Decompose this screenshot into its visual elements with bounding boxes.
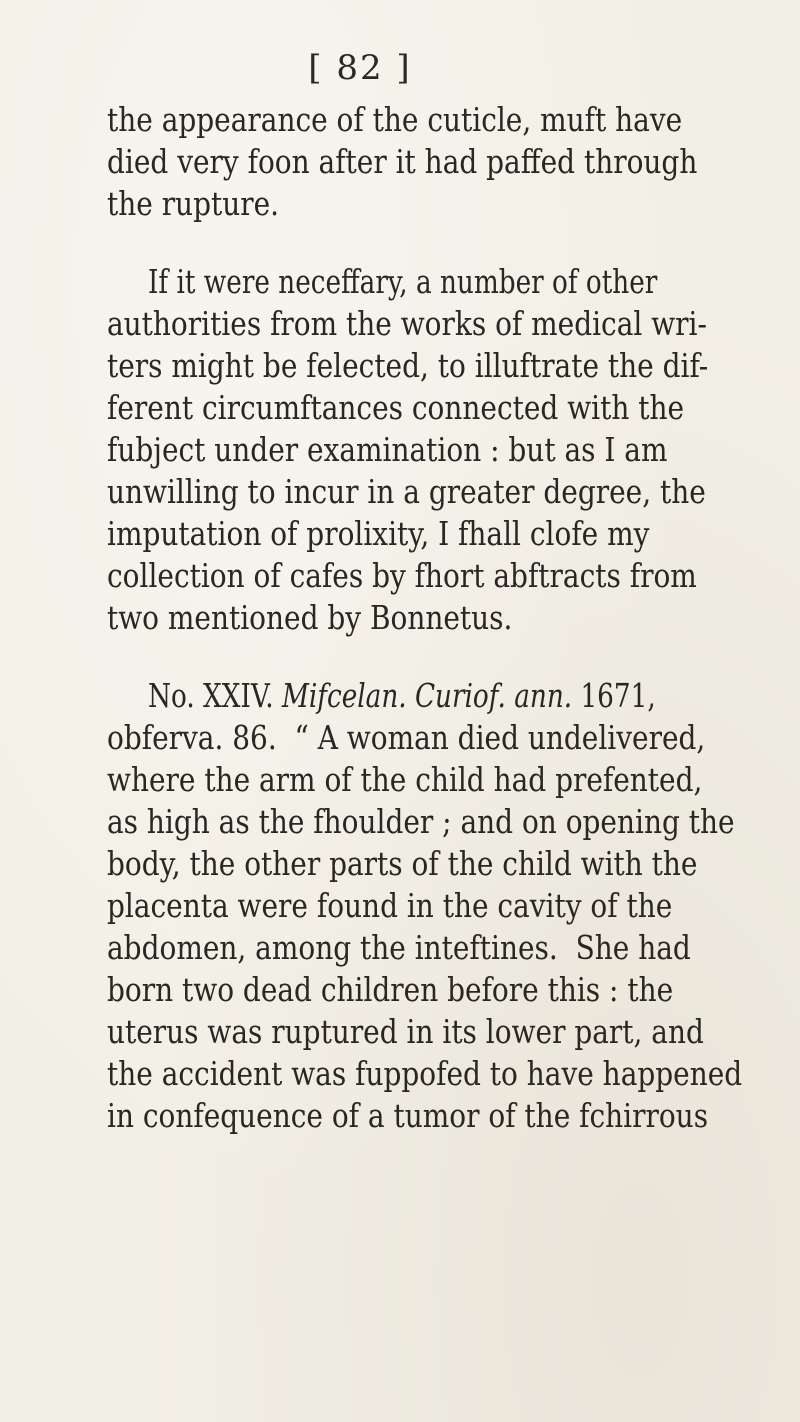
text-line: unwilling to incur in a greater degree, the <box>107 472 706 511</box>
text-line: ferent circumftances connected with the <box>107 388 685 427</box>
text-line: imputation of prolixity, I fhall clofe my <box>107 514 650 553</box>
text-line: where the arm of the child had prefented, <box>107 760 703 799</box>
text-line: ters might be felected, to illuftrate the dif- <box>107 346 709 385</box>
text-line: authorities from the works of medical wri- <box>107 304 707 343</box>
text-line: the appearance of the cuticle, muft have <box>107 100 683 139</box>
entry-year: 1671, <box>572 676 656 715</box>
text-line: in confequence of a tumor of the fchirrous <box>107 1096 709 1135</box>
text-line: collection of cafes by fhort abftracts from <box>107 556 697 595</box>
text-line: born two dead children before this : the <box>107 970 674 1009</box>
entry-label: No. XXIV. <box>148 676 274 715</box>
entry-source: Mifcelan. Curiof. ann. <box>281 676 573 715</box>
text-line: uterus was ruptured in its lower part, and <box>107 1012 704 1051</box>
page-number: [ 82 ] <box>308 48 412 88</box>
text-line: the accident was fuppofed to have happened <box>107 1054 743 1093</box>
text-line: body, the other parts of the child with the <box>107 844 698 883</box>
text-line: as high as the fhoulder ; and on opening the <box>107 802 735 841</box>
text-line: two mentioned by Bonnetus. <box>107 598 513 637</box>
text-line: fubject under examination : but as I am <box>107 430 668 469</box>
text-line: obferva. 86. “ A woman died undelivered, <box>107 718 706 757</box>
text-line: the rupture. <box>107 184 280 223</box>
text-line: died very foon after it had paffed through <box>107 142 698 181</box>
text-line: If it were neceffary, a number of other <box>148 262 658 301</box>
text-line: abdomen, among the inteftines. She had <box>107 928 691 967</box>
text-line: placenta were found in the cavity of the <box>107 886 673 925</box>
entry-heading <box>148 676 785 716</box>
